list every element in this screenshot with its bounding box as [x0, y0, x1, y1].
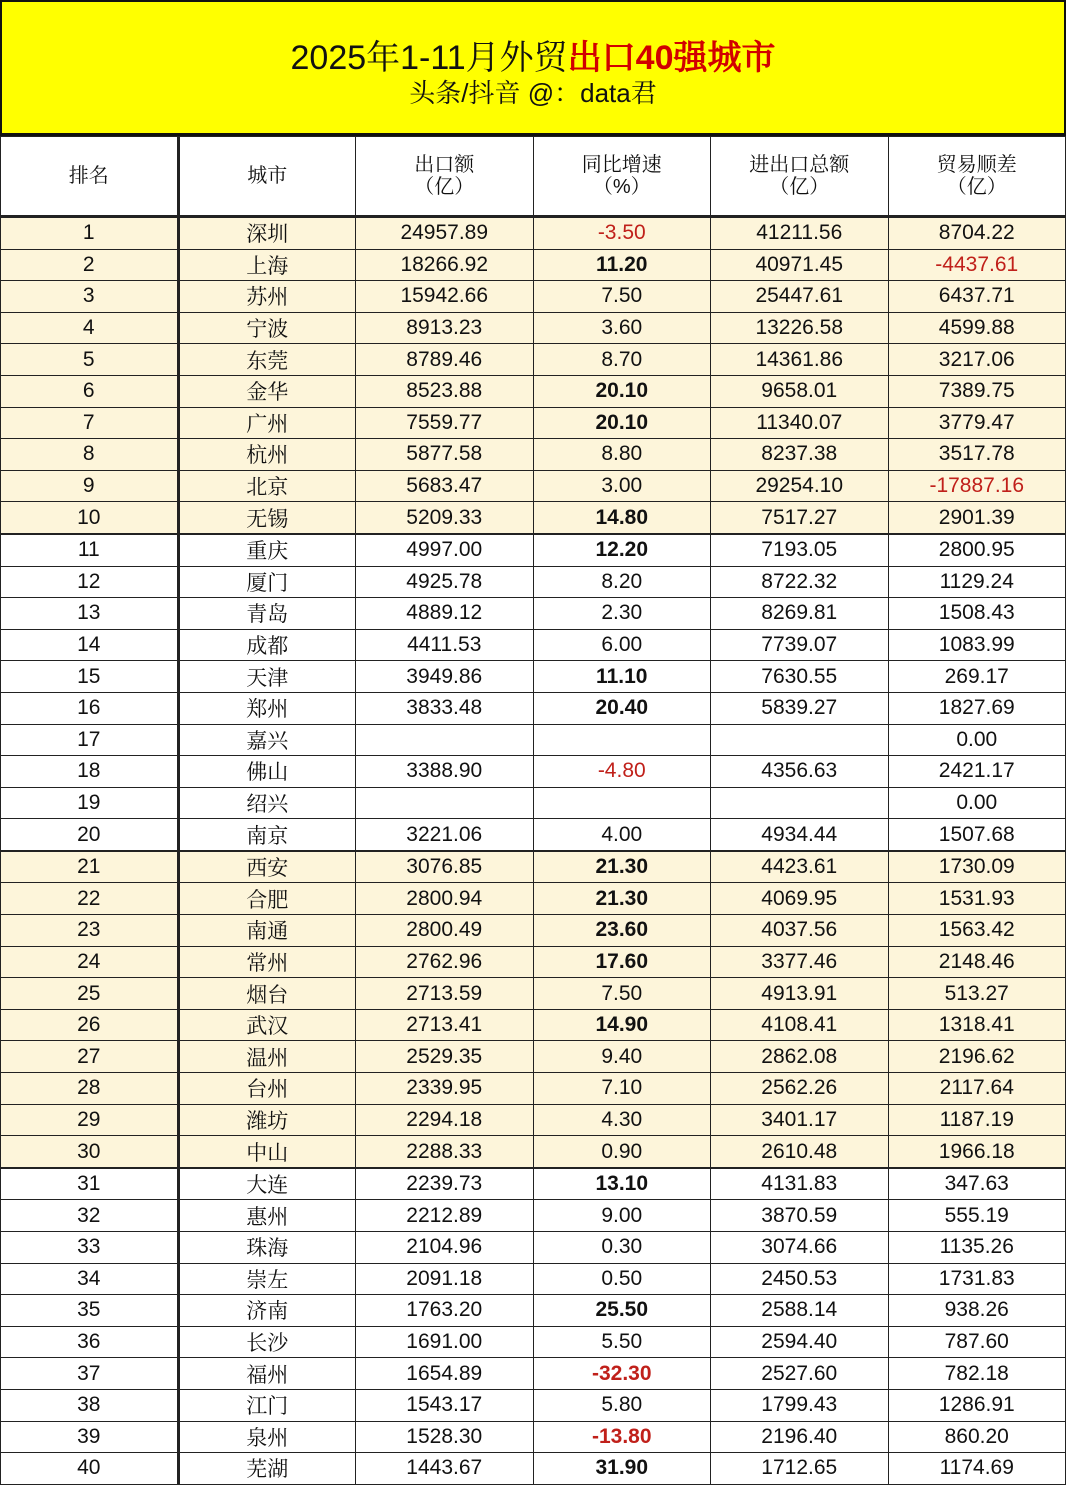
table-row: [1, 692, 1066, 724]
table-row: [1, 534, 1066, 566]
column-header-surplus: 贸易顺差 （亿）: [888, 137, 1066, 217]
cell-growth: 11.10: [533, 661, 711, 693]
cell-growth: 31.90: [533, 1453, 711, 1485]
cell-total-trade: 25447.61: [711, 281, 889, 313]
table-row: [1, 1104, 1066, 1136]
table-row: [1, 819, 1066, 851]
table-row: [1, 724, 1066, 756]
table-row: [1, 1041, 1066, 1073]
cell-growth: 8.20: [533, 566, 711, 598]
cell-growth: 13.10: [533, 1168, 711, 1200]
cell-export: 1654.89: [356, 1358, 534, 1390]
table-row: [1, 915, 1066, 947]
cell-total-trade: 1712.65: [711, 1453, 889, 1485]
cell-surplus: 3517.78: [888, 439, 1066, 471]
cell-export: 2288.33: [356, 1136, 534, 1168]
cell-rank: 31: [1, 1168, 179, 1200]
cell-rank: 10: [1, 502, 179, 534]
cell-export: 3076.85: [356, 851, 534, 883]
table-row: [1, 1263, 1066, 1295]
cell-growth: 2.30: [533, 598, 711, 630]
cell-surplus: 4599.88: [888, 312, 1066, 344]
table-row: [1, 470, 1066, 502]
cell-rank: 38: [1, 1389, 179, 1421]
cell-city: 武汉: [178, 1009, 356, 1041]
cell-rank: 24: [1, 946, 179, 978]
cell-total-trade: [711, 787, 889, 819]
cell-growth: 0.90: [533, 1136, 711, 1168]
cell-surplus: 782.18: [888, 1358, 1066, 1390]
cell-city: 泉州: [178, 1421, 356, 1453]
cell-city: 崇左: [178, 1263, 356, 1295]
cell-export: 2800.94: [356, 883, 534, 915]
cell-surplus: 1083.99: [888, 629, 1066, 661]
cell-export: 3221.06: [356, 819, 534, 851]
cell-growth: 25.50: [533, 1295, 711, 1327]
cell-city: 东莞: [178, 344, 356, 376]
cell-city: 苏州: [178, 281, 356, 313]
cell-city: 重庆: [178, 534, 356, 566]
cell-growth: 23.60: [533, 915, 711, 947]
cell-rank: 28: [1, 1073, 179, 1105]
cell-surplus: -17887.16: [888, 470, 1066, 502]
cell-rank: 3: [1, 281, 179, 313]
cell-total-trade: 2196.40: [711, 1421, 889, 1453]
cell-rank: 27: [1, 1041, 179, 1073]
cell-growth: 17.60: [533, 946, 711, 978]
cell-rank: 8: [1, 439, 179, 471]
cell-total-trade: 4108.41: [711, 1009, 889, 1041]
cell-total-trade: 4934.44: [711, 819, 889, 851]
cell-total-trade: 4037.56: [711, 915, 889, 947]
cell-growth: -13.80: [533, 1421, 711, 1453]
cell-surplus: 3217.06: [888, 344, 1066, 376]
cell-city: 广州: [178, 407, 356, 439]
cell-rank: 11: [1, 534, 179, 566]
cell-export: 2339.95: [356, 1073, 534, 1105]
cell-export: 2713.41: [356, 1009, 534, 1041]
cell-surplus: 1187.19: [888, 1104, 1066, 1136]
cell-surplus: 347.63: [888, 1168, 1066, 1200]
cell-export: 5209.33: [356, 502, 534, 534]
cell-rank: 18: [1, 756, 179, 788]
cell-rank: 9: [1, 470, 179, 502]
table-row: [1, 756, 1066, 788]
cell-growth: 3.60: [533, 312, 711, 344]
title-banner: [0, 0, 1066, 136]
cell-rank: 6: [1, 375, 179, 407]
cell-rank: 16: [1, 692, 179, 724]
cell-growth: 21.30: [533, 851, 711, 883]
cell-city: 江门: [178, 1389, 356, 1421]
cell-city: 济南: [178, 1295, 356, 1327]
cell-surplus: 787.60: [888, 1326, 1066, 1358]
cell-total-trade: 13226.58: [711, 312, 889, 344]
cell-export: 2212.89: [356, 1200, 534, 1232]
cell-surplus: 1135.26: [888, 1232, 1066, 1264]
cell-rank: 17: [1, 724, 179, 756]
cell-total-trade: 2527.60: [711, 1358, 889, 1390]
table-row: [1, 661, 1066, 693]
cell-export: 1443.67: [356, 1453, 534, 1485]
cell-rank: 22: [1, 883, 179, 915]
cell-growth: 14.90: [533, 1009, 711, 1041]
cell-growth: 11.20: [533, 249, 711, 281]
cell-rank: 19: [1, 787, 179, 819]
column-header-total-trade: 进出口总额 （亿）: [711, 137, 889, 217]
cell-export: 24957.89: [356, 217, 534, 250]
cell-surplus: 1531.93: [888, 883, 1066, 915]
cell-surplus: 1563.42: [888, 915, 1066, 947]
table-row: [1, 1136, 1066, 1168]
cell-rank: 1: [1, 217, 179, 250]
cell-growth: 9.40: [533, 1041, 711, 1073]
cell-surplus: 1174.69: [888, 1453, 1066, 1485]
cell-total-trade: 8722.32: [711, 566, 889, 598]
cell-growth: 7.50: [533, 978, 711, 1010]
cell-city: 合肥: [178, 883, 356, 915]
cell-city: 成都: [178, 629, 356, 661]
cell-growth: 20.10: [533, 407, 711, 439]
table-row: [1, 851, 1066, 883]
cell-city: 金华: [178, 375, 356, 407]
cell-export: 2294.18: [356, 1104, 534, 1136]
cell-rank: 40: [1, 1453, 179, 1485]
cell-city: 天津: [178, 661, 356, 693]
table-row: [1, 344, 1066, 376]
column-header-rank: 排名: [1, 137, 179, 217]
cell-surplus: 0.00: [888, 724, 1066, 756]
cell-surplus: 1129.24: [888, 566, 1066, 598]
cell-growth: 4.00: [533, 819, 711, 851]
cell-export: 5683.47: [356, 470, 534, 502]
cell-export: 7559.77: [356, 407, 534, 439]
cell-total-trade: 4913.91: [711, 978, 889, 1010]
cell-city: 烟台: [178, 978, 356, 1010]
table-row: [1, 407, 1066, 439]
cell-export: 4925.78: [356, 566, 534, 598]
cell-export: 1528.30: [356, 1421, 534, 1453]
table-row: [1, 598, 1066, 630]
table-row: [1, 1326, 1066, 1358]
cell-surplus: 2117.64: [888, 1073, 1066, 1105]
cell-total-trade: 41211.56: [711, 217, 889, 250]
cell-surplus: 7389.75: [888, 375, 1066, 407]
table-row: [1, 1200, 1066, 1232]
cell-growth: 8.80: [533, 439, 711, 471]
cell-rank: 5: [1, 344, 179, 376]
cell-city: 绍兴: [178, 787, 356, 819]
cell-city: 长沙: [178, 1326, 356, 1358]
cell-surplus: 2901.39: [888, 502, 1066, 534]
cell-growth: [533, 724, 711, 756]
table-row: [1, 1073, 1066, 1105]
cell-rank: 21: [1, 851, 179, 883]
cell-total-trade: 4131.83: [711, 1168, 889, 1200]
cell-export: 3833.48: [356, 692, 534, 724]
table-row: [1, 217, 1066, 250]
cell-rank: 37: [1, 1358, 179, 1390]
cell-rank: 15: [1, 661, 179, 693]
cell-city: 南通: [178, 915, 356, 947]
cell-surplus: 513.27: [888, 978, 1066, 1010]
cell-export: 15942.66: [356, 281, 534, 313]
cell-surplus: 1966.18: [888, 1136, 1066, 1168]
cell-export: 18266.92: [356, 249, 534, 281]
column-header-city: 城市: [178, 137, 356, 217]
table-row: [1, 1453, 1066, 1485]
cell-city: 中山: [178, 1136, 356, 1168]
table-row: [1, 1421, 1066, 1453]
cell-growth: -4.80: [533, 756, 711, 788]
cell-total-trade: 4423.61: [711, 851, 889, 883]
cell-growth: [533, 787, 711, 819]
cell-total-trade: 5839.27: [711, 692, 889, 724]
cell-rank: 32: [1, 1200, 179, 1232]
cell-city: 郑州: [178, 692, 356, 724]
cell-rank: 33: [1, 1232, 179, 1264]
cell-rank: 29: [1, 1104, 179, 1136]
cell-growth: 9.00: [533, 1200, 711, 1232]
table-row: [1, 1389, 1066, 1421]
cell-total-trade: 9658.01: [711, 375, 889, 407]
cell-total-trade: 3870.59: [711, 1200, 889, 1232]
cell-rank: 36: [1, 1326, 179, 1358]
cell-total-trade: 3074.66: [711, 1232, 889, 1264]
cell-export: 2529.35: [356, 1041, 534, 1073]
cell-surplus: 3779.47: [888, 407, 1066, 439]
cell-rank: 23: [1, 915, 179, 947]
cell-export: 2800.49: [356, 915, 534, 947]
page-title: [2, 2, 1064, 78]
cell-rank: 12: [1, 566, 179, 598]
cell-city: 芜湖: [178, 1453, 356, 1485]
cell-city: 惠州: [178, 1200, 356, 1232]
cell-rank: 20: [1, 819, 179, 851]
cell-surplus: 1286.91: [888, 1389, 1066, 1421]
table-row: [1, 249, 1066, 281]
cell-growth: -32.30: [533, 1358, 711, 1390]
cell-total-trade: 7193.05: [711, 534, 889, 566]
cell-surplus: 1730.09: [888, 851, 1066, 883]
cell-city: 南京: [178, 819, 356, 851]
cell-export: 4997.00: [356, 534, 534, 566]
cell-rank: 26: [1, 1009, 179, 1041]
cell-growth: 7.10: [533, 1073, 711, 1105]
cell-rank: 2: [1, 249, 179, 281]
cell-total-trade: 11340.07: [711, 407, 889, 439]
column-header-export: 出口额 （亿）: [356, 137, 534, 217]
table-row: [1, 787, 1066, 819]
table-row: [1, 281, 1066, 313]
cell-export: 3388.90: [356, 756, 534, 788]
cell-surplus: -4437.61: [888, 249, 1066, 281]
cell-city: 北京: [178, 470, 356, 502]
cell-city: 无锡: [178, 502, 356, 534]
cell-surplus: 555.19: [888, 1200, 1066, 1232]
title-highlight: 出口40强城市: [567, 39, 776, 77]
cell-city: 西安: [178, 851, 356, 883]
cell-total-trade: 2450.53: [711, 1263, 889, 1295]
cell-growth: 6.00: [533, 629, 711, 661]
cell-city: 佛山: [178, 756, 356, 788]
table-row: [1, 1358, 1066, 1390]
cell-growth: 4.30: [533, 1104, 711, 1136]
cell-surplus: 2196.62: [888, 1041, 1066, 1073]
cell-surplus: 0.00: [888, 787, 1066, 819]
table-row: [1, 502, 1066, 534]
cell-rank: 7: [1, 407, 179, 439]
cell-rank: 30: [1, 1136, 179, 1168]
cell-city: 上海: [178, 249, 356, 281]
table-row: [1, 566, 1066, 598]
cell-growth: 12.20: [533, 534, 711, 566]
cell-rank: 13: [1, 598, 179, 630]
cell-growth: -3.50: [533, 217, 711, 250]
cell-export: 2713.59: [356, 978, 534, 1010]
cell-city: 台州: [178, 1073, 356, 1105]
cell-export: 8913.23: [356, 312, 534, 344]
cell-surplus: 2800.95: [888, 534, 1066, 566]
cell-rank: 25: [1, 978, 179, 1010]
cell-growth: 7.50: [533, 281, 711, 313]
cell-rank: 34: [1, 1263, 179, 1295]
cell-export: 8789.46: [356, 344, 534, 376]
subtitle: 头条/抖音 @：data君: [409, 78, 657, 108]
cell-city: 福州: [178, 1358, 356, 1390]
cell-export: 3949.86: [356, 661, 534, 693]
cell-total-trade: 2594.40: [711, 1326, 889, 1358]
cell-city: 深圳: [178, 217, 356, 250]
cell-city: 嘉兴: [178, 724, 356, 756]
cell-surplus: 269.17: [888, 661, 1066, 693]
cell-export: 4889.12: [356, 598, 534, 630]
cell-surplus: 2148.46: [888, 946, 1066, 978]
cell-total-trade: 2588.14: [711, 1295, 889, 1327]
cell-export: 2104.96: [356, 1232, 534, 1264]
cell-total-trade: 4356.63: [711, 756, 889, 788]
table-row: [1, 629, 1066, 661]
cell-surplus: 1731.83: [888, 1263, 1066, 1295]
table-row: [1, 1295, 1066, 1327]
cell-growth: 21.30: [533, 883, 711, 915]
cell-city: 青岛: [178, 598, 356, 630]
cell-city: 常州: [178, 946, 356, 978]
cell-export: 2762.96: [356, 946, 534, 978]
table-row: [1, 312, 1066, 344]
cell-growth: 14.80: [533, 502, 711, 534]
table-row: [1, 1009, 1066, 1041]
cell-surplus: 2421.17: [888, 756, 1066, 788]
table-row: [1, 1168, 1066, 1200]
cell-total-trade: 8269.81: [711, 598, 889, 630]
cell-total-trade: 14361.86: [711, 344, 889, 376]
cell-total-trade: 3401.17: [711, 1104, 889, 1136]
cell-export: [356, 787, 534, 819]
cell-surplus: 8704.22: [888, 217, 1066, 250]
cell-surplus: 1507.68: [888, 819, 1066, 851]
table-row: [1, 946, 1066, 978]
cell-city: 厦门: [178, 566, 356, 598]
cell-export: 4411.53: [356, 629, 534, 661]
cell-export: 5877.58: [356, 439, 534, 471]
cell-growth: 20.10: [533, 375, 711, 407]
table-row: [1, 1232, 1066, 1264]
cell-surplus: 6437.71: [888, 281, 1066, 313]
cell-city: 大连: [178, 1168, 356, 1200]
cell-city: 珠海: [178, 1232, 356, 1264]
cell-growth: 0.50: [533, 1263, 711, 1295]
cell-growth: 20.40: [533, 692, 711, 724]
cell-city: 杭州: [178, 439, 356, 471]
cell-surplus: 860.20: [888, 1421, 1066, 1453]
cell-total-trade: 4069.95: [711, 883, 889, 915]
cell-growth: 5.50: [533, 1326, 711, 1358]
cell-city: 宁波: [178, 312, 356, 344]
cell-rank: 39: [1, 1421, 179, 1453]
cell-city: 潍坊: [178, 1104, 356, 1136]
cell-total-trade: 2562.26: [711, 1073, 889, 1105]
table-row: [1, 978, 1066, 1010]
cell-total-trade: 7517.27: [711, 502, 889, 534]
table-header-row: [1, 137, 1066, 217]
cell-surplus: 938.26: [888, 1295, 1066, 1327]
cell-total-trade: 1799.43: [711, 1389, 889, 1421]
cell-total-trade: 2862.08: [711, 1041, 889, 1073]
cell-total-trade: 8237.38: [711, 439, 889, 471]
cell-total-trade: 7739.07: [711, 629, 889, 661]
cell-total-trade: 7630.55: [711, 661, 889, 693]
cell-city: 温州: [178, 1041, 356, 1073]
cell-rank: 14: [1, 629, 179, 661]
column-header-growth: 同比增速 （%）: [533, 137, 711, 217]
cell-export: 1691.00: [356, 1326, 534, 1358]
cell-total-trade: 29254.10: [711, 470, 889, 502]
cell-export: 1763.20: [356, 1295, 534, 1327]
cell-growth: 5.80: [533, 1389, 711, 1421]
cell-export: 2239.73: [356, 1168, 534, 1200]
cell-surplus: 1827.69: [888, 692, 1066, 724]
title-main: 2025年1-11月外贸: [290, 39, 568, 77]
table-row: [1, 439, 1066, 471]
city-export-table: [0, 136, 1066, 1485]
cell-rank: 4: [1, 312, 179, 344]
cell-export: [356, 724, 534, 756]
cell-surplus: 1508.43: [888, 598, 1066, 630]
table-row: [1, 375, 1066, 407]
cell-growth: 8.70: [533, 344, 711, 376]
cell-export: 8523.88: [356, 375, 534, 407]
cell-growth: 0.30: [533, 1232, 711, 1264]
cell-total-trade: 2610.48: [711, 1136, 889, 1168]
cell-total-trade: [711, 724, 889, 756]
cell-surplus: 1318.41: [888, 1009, 1066, 1041]
cell-rank: 35: [1, 1295, 179, 1327]
cell-growth: 3.00: [533, 470, 711, 502]
table-row: [1, 883, 1066, 915]
cell-export: 2091.18: [356, 1263, 534, 1295]
cell-export: 1543.17: [356, 1389, 534, 1421]
cell-total-trade: 40971.45: [711, 249, 889, 281]
cell-total-trade: 3377.46: [711, 946, 889, 978]
